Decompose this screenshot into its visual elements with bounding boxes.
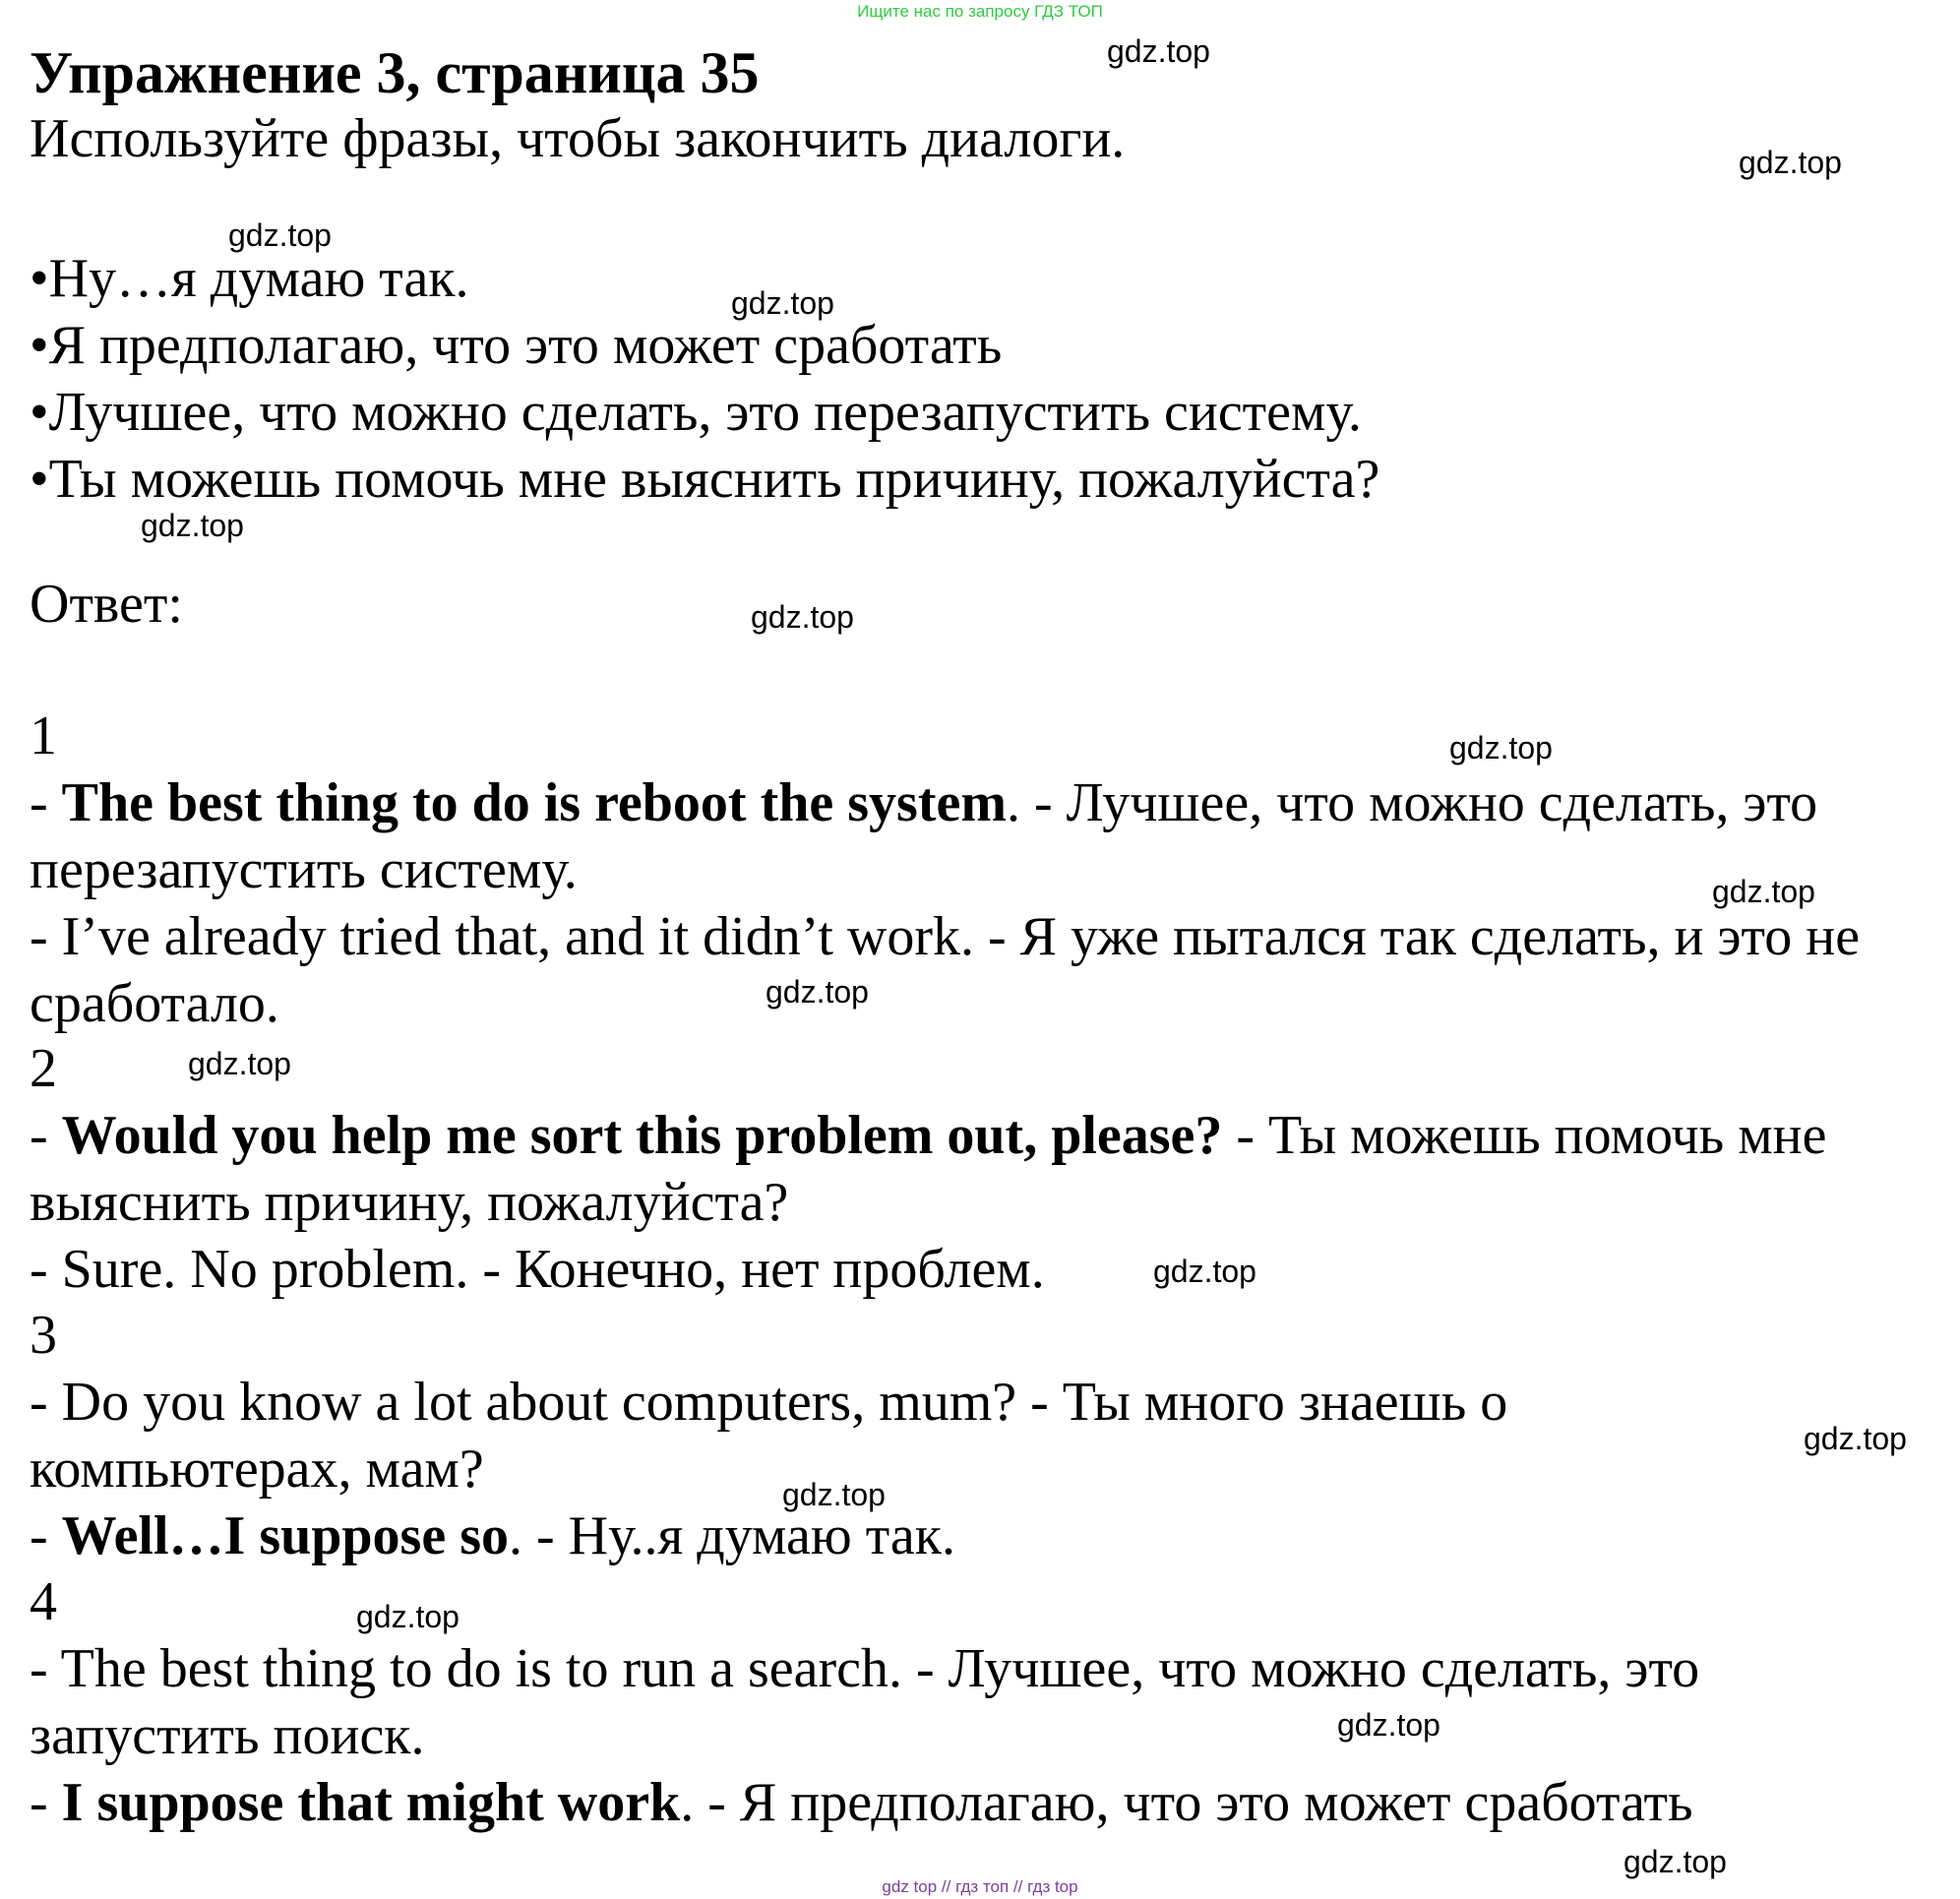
watermark: gdz.top	[1804, 1421, 1907, 1456]
answer-phrase: I suppose that might work	[61, 1772, 681, 1833]
watermark: gdz.top	[751, 599, 854, 635]
dialogue-line: - Sure. No problem. - Конечно, нет проблем.	[30, 1239, 1045, 1300]
dialogue-number: 2	[30, 1038, 57, 1099]
phrase-item: •Ты можешь помочь мне выяснить причину, пожалуйста?	[30, 449, 1380, 510]
watermark: gdz.top	[1107, 33, 1210, 69]
watermark: gdz.top	[1712, 874, 1815, 909]
watermark: gdz.top	[188, 1046, 291, 1081]
dialogue-number: 1	[30, 705, 57, 766]
instruction-text: Используйте фразы, чтобы закончить диалоги.	[30, 108, 1126, 169]
page-title: Упражнение 3, страница 35	[30, 40, 760, 105]
watermark: gdz.top	[782, 1477, 886, 1512]
answer-phrase: Well…I suppose so	[61, 1505, 509, 1566]
watermark: gdz.top	[1623, 1844, 1727, 1879]
phrase-item: •Лучшее, что можно сделать, это перезапустить систему.	[30, 382, 1362, 443]
watermark: gdz.top	[1739, 145, 1842, 180]
dialogue-4	[30, 1568, 1929, 1836]
watermark: gdz.top	[766, 974, 869, 1010]
dialogue-1	[30, 703, 1929, 1037]
dialogue-line: - I suppose that might work. - Я предполагаю, что это может сработать	[30, 1772, 1693, 1833]
dialogue-3	[30, 1302, 1929, 1569]
answer-label: Ответ:	[30, 574, 183, 635]
watermark: gdz.top	[356, 1599, 459, 1634]
dialogue-number: 4	[30, 1571, 57, 1632]
phrase-item: •Я предполагаю, что это может сработать	[30, 315, 1003, 376]
dialogue-line: - Do you know a lot about computers, mum? - Ты много знаешь о компьютерах, мам?	[30, 1372, 1508, 1500]
watermark: gdz.top	[228, 217, 332, 253]
bottom-banner: gdz top // гдз топ // гдз top	[882, 1877, 1078, 1896]
dialogue-line: - The best thing to do is to run a search. - Лучшее, что можно сделать, это запустить поиск.	[30, 1638, 1700, 1766]
phrase-item: •Ну…я думаю так.	[30, 248, 469, 309]
dialogue-line: - I’ve already tried that, and it didn’t work. - Я уже пытался так сделать, и это не сработало.	[30, 906, 1861, 1034]
answer-phrase: The best thing to do is reboot the system	[61, 772, 1007, 833]
answer-phrase: Would you help me sort this problem out, please?	[61, 1105, 1223, 1166]
top-banner: Ищите нас по запросу ГДЗ ТОП	[857, 2, 1103, 21]
watermark: gdz.top	[141, 508, 244, 543]
watermark: gdz.top	[1449, 730, 1553, 766]
watermark: gdz.top	[731, 285, 834, 321]
dialogue-line: - Well…I suppose so. - Ну..я думаю так.	[30, 1505, 955, 1566]
dialogue-number: 3	[30, 1305, 57, 1366]
dialogue-line: - The best thing to do is reboot the system. - Лучшее, что можно сделать, это перезапустить систему.	[30, 772, 1818, 900]
dialogue-line: - Would you help me sort this problem out, please? - Ты можешь помочь мне выяснить причину, пожалуйста?	[30, 1105, 1827, 1233]
watermark: gdz.top	[1337, 1707, 1440, 1743]
watermark: gdz.top	[1153, 1254, 1256, 1289]
dialogue-2	[30, 1035, 1929, 1303]
